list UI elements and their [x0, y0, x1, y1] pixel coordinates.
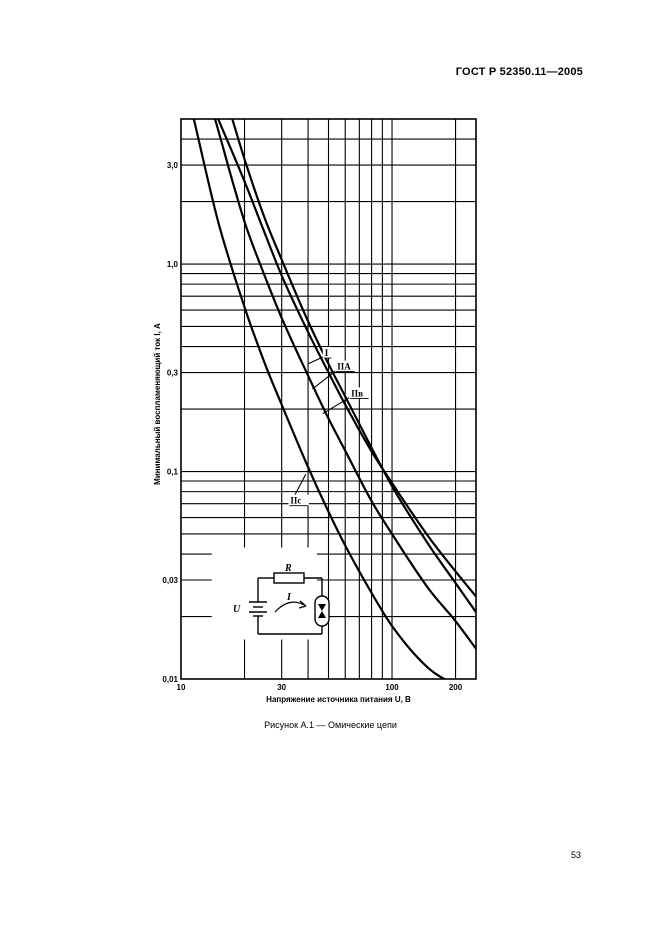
y-tick-label: 3,0 — [166, 161, 178, 171]
y-tick-label: 0,03 — [162, 576, 178, 586]
figure-caption: Рисунок А.1 — Омические цепи — [264, 720, 397, 730]
x-tick-label: 30 — [277, 683, 287, 692]
voltage-label: U — [233, 604, 241, 615]
y-tick-label: 1,0 — [166, 260, 178, 270]
series-label-3: IIв — [351, 388, 363, 399]
inset-background — [212, 548, 317, 640]
series-label-1: I — [324, 348, 329, 359]
y-tick-label: 0,01 — [162, 675, 178, 684]
resistor-label: R — [285, 563, 292, 574]
circuit-resistor — [274, 573, 304, 583]
series-label-2: IIA — [337, 361, 351, 372]
inset-circuit — [212, 548, 329, 640]
x-axis-label: Напряжение источника питания U, В — [266, 695, 411, 704]
page-number: 53 — [570, 850, 581, 860]
y-axis-label: Минимальный воспламеняющий ток I, А — [153, 323, 162, 485]
x-tick-label: 10 — [176, 683, 186, 692]
series-label-leader — [323, 396, 351, 413]
document-header: ГОСТ Р 52350.11—2005 — [455, 66, 583, 78]
current-label: I — [287, 592, 291, 603]
y-tick-label: 0,3 — [166, 368, 178, 378]
series-curve-1 — [218, 119, 476, 596]
series-label-4: IIс — [290, 495, 302, 506]
x-tick-label: 100 — [385, 683, 399, 692]
y-tick-label: 0,1 — [166, 467, 178, 477]
x-tick-label: 200 — [448, 683, 463, 692]
